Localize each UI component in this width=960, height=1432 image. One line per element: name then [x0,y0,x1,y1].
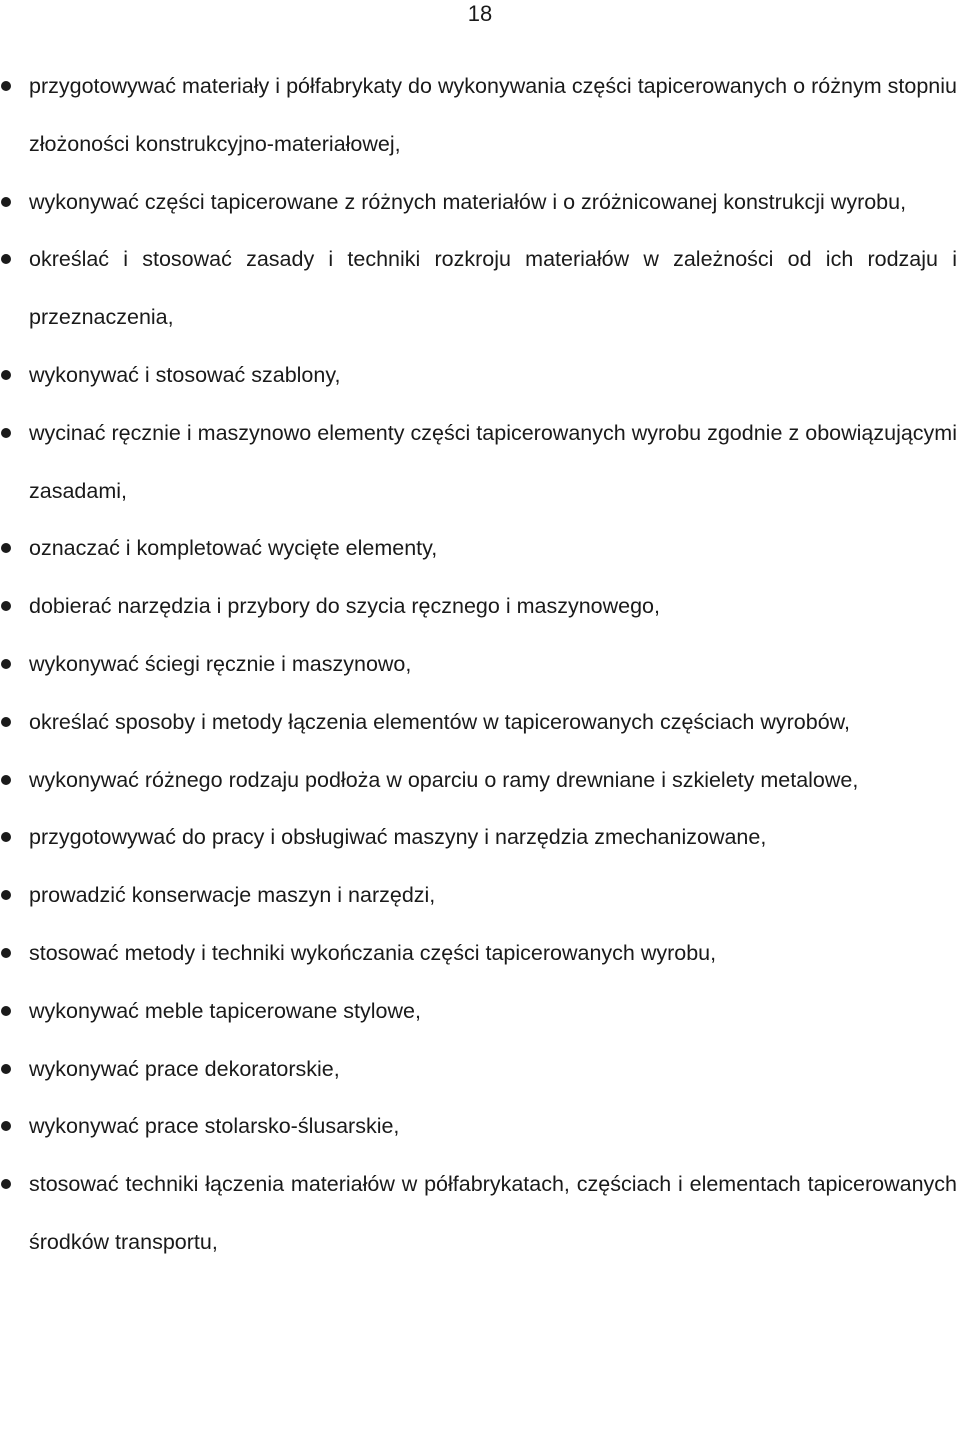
bullet-icon [1,370,11,380]
list-item [0,520,957,578]
bullet-icon [1,1121,11,1131]
bullet-icon [1,543,11,553]
bullet-icon [1,1064,11,1074]
list-item-text: wykonywać meble tapicerowane stylowe, [29,998,421,1023]
list-item-text: stosować metody i techniki wykończania części tapicerowanych wyrobu, [29,940,717,965]
bullet-icon [1,948,11,958]
list-item [0,636,957,694]
list-item [0,578,957,636]
bullet-icon [1,1179,11,1189]
list-item-text: prowadzić konserwacje maszyn i narzędzi, [29,883,436,908]
bullet-icon [1,81,11,91]
bullet-icon [1,1006,11,1016]
list-item-text: przygotowywać do pracy i obsługiwać maszyny i narzędzia zmechanizowane, [29,825,767,850]
bullet-icon [1,832,11,842]
list-item-text: określać i stosować zasady i techniki rozkroju materiałów w zależności od ich rodzaju i przeznaczenia, [29,247,957,330]
bullet-icon [1,659,11,669]
list-item-text: wykonywać i stosować szablony, [29,362,341,387]
list-item [0,752,957,810]
list-item [0,1156,957,1272]
list-item-text: wycinać ręcznie i maszynowo elementy części tapicerowanych wyrobu zgodnie z obowiązującymi zasadami, [29,420,957,503]
list-item [0,1098,957,1156]
list-item [0,694,957,752]
list-item [0,867,957,925]
page-number: 18 [467,1,493,26]
bullet-icon [1,428,11,438]
list-item-text: wykonywać części tapicerowane z różnych materiałów i o zróżnicowanej konstrukcji wyrobu, [29,189,907,214]
list-item-text: wykonywać ściegi ręcznie i maszynowo, [29,651,412,676]
list-item-text: stosować techniki łączenia materiałów w półfabrykatach, częściach i elementach tapicerowanych środków transportu, [29,1172,957,1254]
bullet-icon [1,254,11,264]
list-item [0,231,957,347]
list-item [0,809,957,867]
bullet-icon [1,601,11,611]
list-item [0,405,957,521]
list-item-text: określać sposoby i metody łączenia elementów w tapicerowanych częściach wyrobów, [29,709,850,734]
list-item-text: wykonywać prace stolarsko-ślusarskie, [29,1114,400,1139]
list-item-text: dobierać narzędzia i przybory do szycia ręcznego i maszynowego, [29,594,660,619]
bullet-list [0,58,960,1272]
list-item [0,347,957,405]
list-item-text: przygotowywać materiały i półfabrykaty do wykonywania części tapicerowanych o różnym stopniu złożoności konstrukcyjno-materiałowej, [29,74,957,156]
bullet-icon [1,197,11,207]
bullet-icon [1,890,11,900]
bullet-icon [1,717,11,727]
list-item-text: wykonywać różnego rodzaju podłoża w oparciu o ramy drewniane i szkielety metalowe, [29,767,859,792]
list-item-text: oznaczać i kompletować wycięte elementy, [29,536,438,561]
list-item [0,925,957,983]
list-item [0,983,957,1041]
list-item-text: wykonywać prace dekoratorskie, [29,1056,340,1081]
bullet-icon [1,775,11,785]
list-item [0,1041,957,1099]
list-item [0,58,957,174]
list-item [0,174,957,232]
